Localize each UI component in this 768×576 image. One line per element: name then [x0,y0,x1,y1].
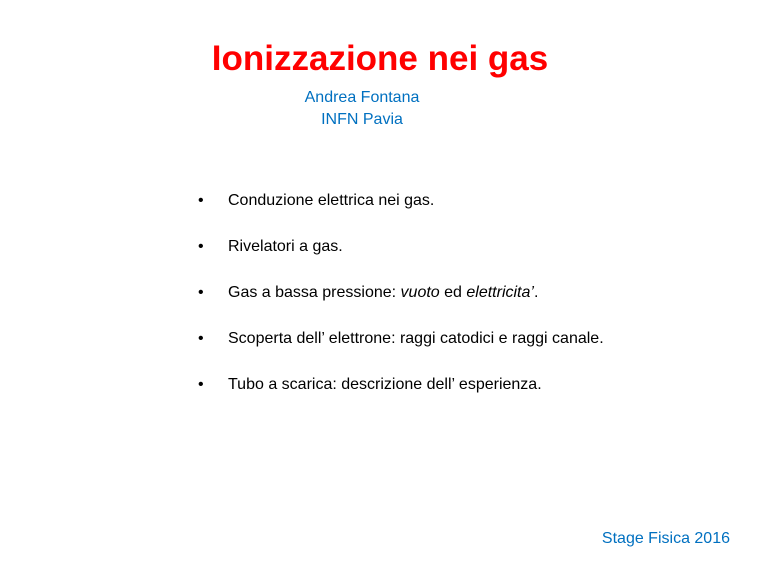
bullet-item [198,190,738,236]
bullet-dot-icon: • [198,376,204,393]
bullet-text-part: Gas a bassa pressione: [228,284,401,301]
author-name: Andrea Fontana [304,89,420,106]
bullet-text-part: ed [439,284,467,301]
bullet-text: Scoperta dell’ elettrone: raggi catodici e raggi canale. [228,330,604,347]
bullet-emphasis-vuoto: vuoto [400,284,440,301]
bullet-text: Rivelatori a gas. [228,238,343,255]
author-affiliation: INFN Pavia [321,111,403,128]
bullet-text: Conduzione elettrica nei gas. [228,192,435,209]
slide-footer: Stage Fisica 2016 [601,530,730,547]
bullet-text [228,282,538,304]
bullet-text: Tubo a scarica: descrizione dell’ esperienza. [228,376,542,393]
bullet-dot-icon: • [198,238,204,255]
bullet-emphasis-elettricita: elettricita’ [466,284,534,301]
bullet-list [198,190,738,420]
bullet-item [198,236,738,282]
bullet-text-part: . [533,284,539,301]
bullet-dot-icon: • [198,192,204,209]
bullet-item [198,282,738,328]
bullet-item [198,374,738,420]
slide-title: Ionizzazione nei gas [211,39,549,78]
bullet-dot-icon: • [198,284,204,301]
bullet-item [198,328,738,374]
bullet-dot-icon: • [198,330,204,347]
